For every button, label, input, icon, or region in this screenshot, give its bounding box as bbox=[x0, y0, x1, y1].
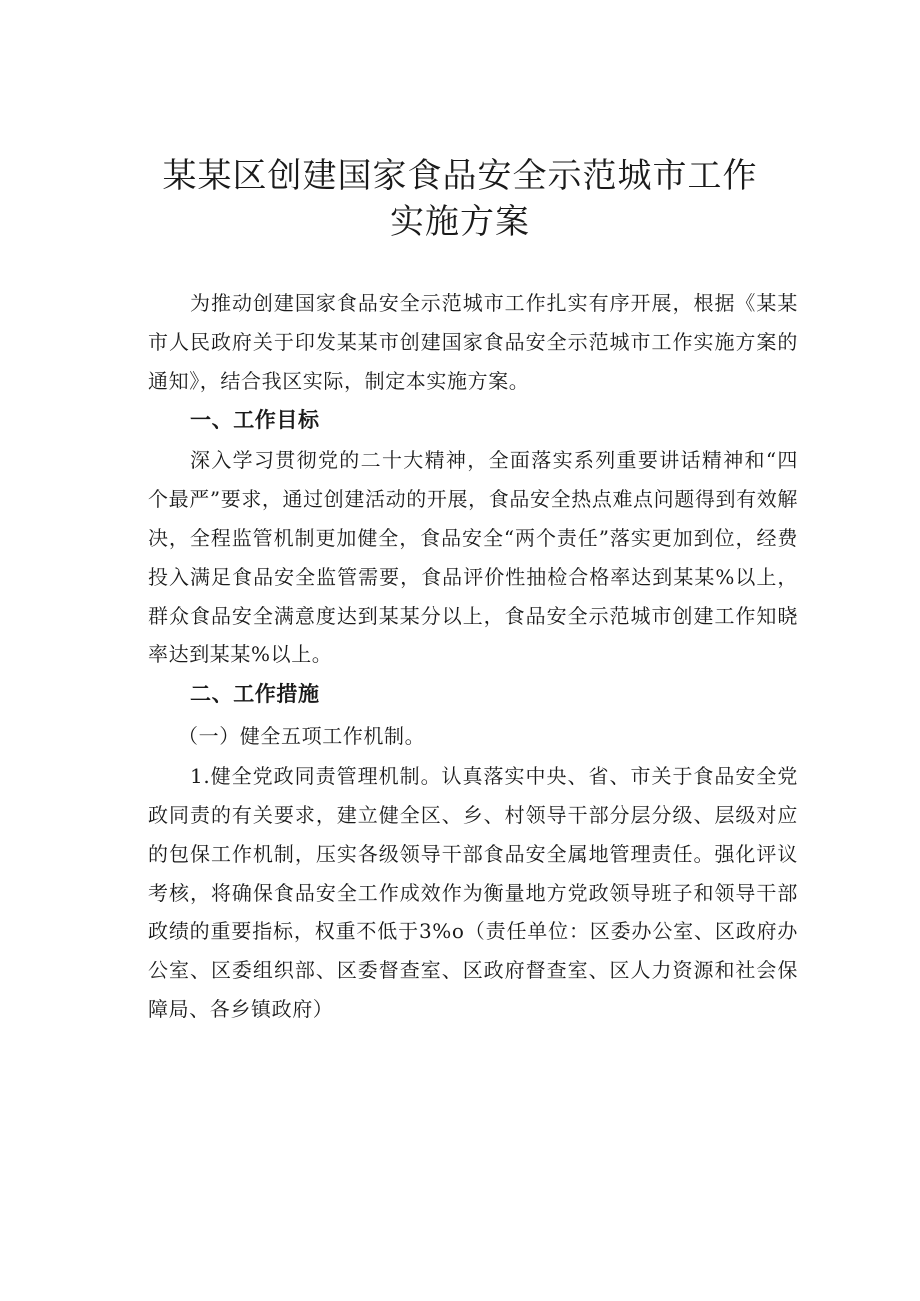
document-title-line1: 某某区创建国家食品安全示范城市工作 bbox=[162, 156, 758, 196]
document-body bbox=[148, 284, 798, 1029]
measure-item-1: 1.健全党政同责管理机制。认真落实中央、省、市关于食品安全党政同责的有关要求，建立健全区、乡、村领导干部分层分级、层级对应的包保工作机制，压实各级领导干部食品安全属地管理责任。强化评议考核，将确保食品安全工作成效作为衡量地方党政领导班子和领导干部政绩的重要指标，权重不低于3%o（责任单位：区委办公室、区政府办公室、区委组织部、区委督查室、区政府督查室、区人力资源和社会保障局、各乡镇政府） bbox=[148, 764, 798, 1021]
intro-paragraph: 为推动创建国家食品安全示范城市工作扎实有序开展，根据《某某市人民政府关于印发某某市创建国家食品安全示范城市工作实施方案的通知》，结合我区实际，制定本实施方案。 bbox=[148, 291, 798, 393]
section-heading-measures: 二、工作措施 bbox=[190, 682, 320, 707]
goals-paragraph: 深入学习贯彻党的二十大精神，全面落实系列重要讲话精神和“四个最严”要求，通过创建活动的开展，食品安全热点难点问题得到有效解决，全程监管机制更加健全，食品安全“两个责任”落实更加到位，经费投入满足食品安全监管需要，食品评价性抽检合格率达到某某%以上，群众食品安全满意度达到某某分以上，食品安全示范城市创建工作知晓率达到某某%以上。 bbox=[148, 448, 798, 667]
section-heading-goals: 一、工作目标 bbox=[190, 408, 320, 433]
subsection-heading: （一）健全五项工作机制。 bbox=[178, 724, 426, 749]
document-title-line2: 实施方案 bbox=[390, 202, 530, 242]
